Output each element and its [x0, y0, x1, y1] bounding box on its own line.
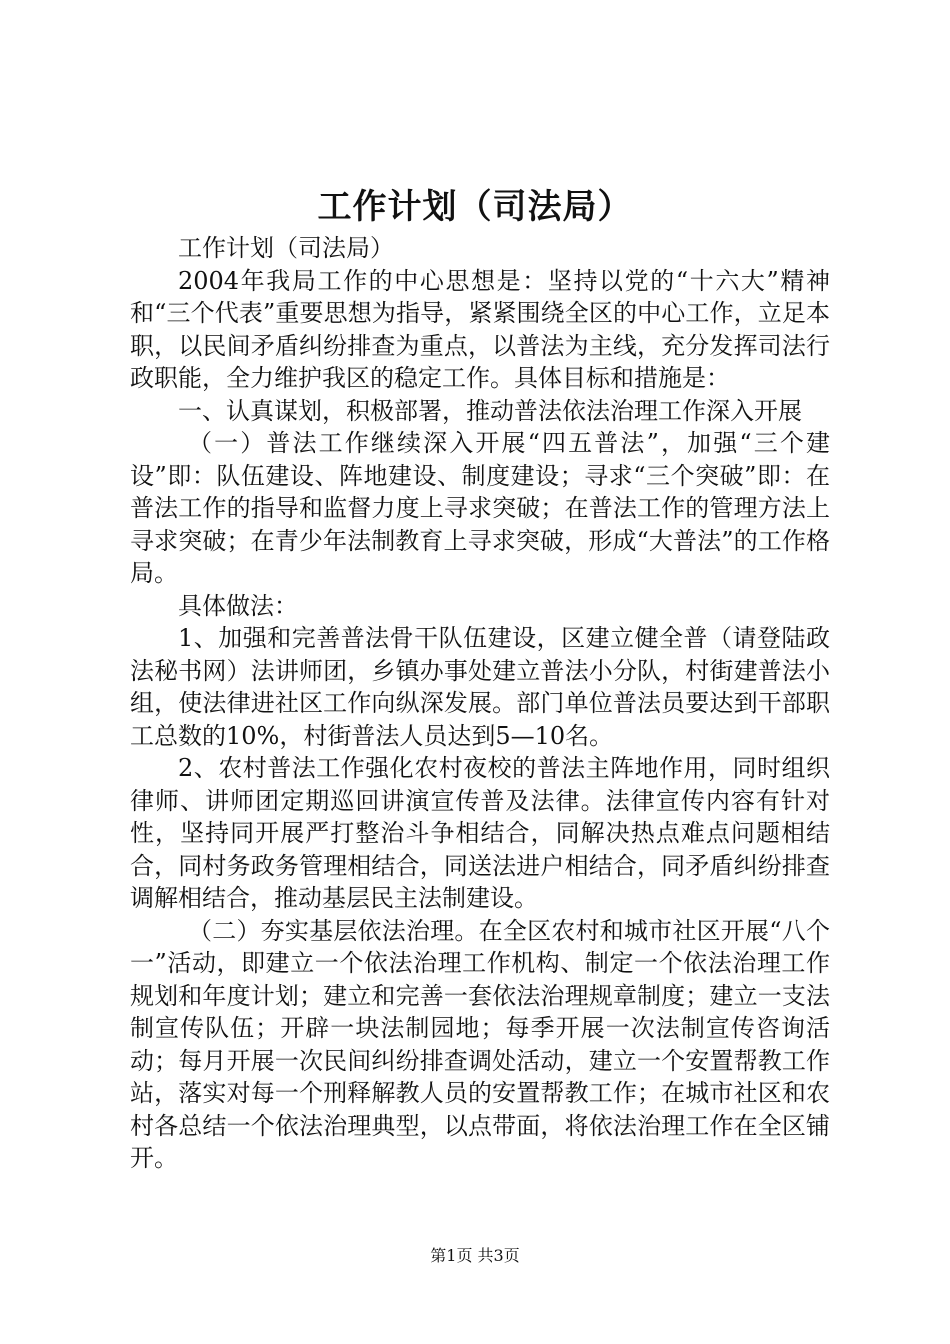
paragraph-section-1: 一、认真谋划，积极部署，推动普法依法治理工作深入开展 [178, 396, 802, 425]
paragraph-methods-label: 具体做法： [178, 591, 298, 620]
paragraph-subsection-2: （二）夯实基层依法治理。在全区农村和城市社区开展“八个一”活动，即建立一个依法治理工作机构、制定一个依法治理工作规划和年度计划；建立和完善一套依法治理规章制度；建立一支法制宣传队伍；开辟一块法制园地；每季开展一次法制宣传咨询活动；每月开展一次民间纠纷排查调处活动，建立一个安置帮教工作站，落实对每一个刑释解教人员的安置帮教工作；在城市社区和农村各总结一个依法治理典型，以点带面，将依法治理工作在全区铺开。 [130, 916, 830, 1172]
page-title: 工作计划（司法局） [317, 187, 633, 227]
paragraph-item-2: 2、农村普法工作强化农村夜校的普法主阵地作用，同时组织律师、讲师团定期巡回讲演宣传普及法律。法律宣传内容有针对性，坚持同开展严打整治斗争相结合，同解决热点难点问题相结合，同村务政务管理相结合，同送法进户相结合，同矛盾纠纷排查调解相结合，推动基层民主法制建设。 [130, 754, 830, 912]
paragraph-intro: 2004年我局工作的中心思想是：坚持以党的“十六大”精神和“三个代表”重要思想为指导，紧紧围绕全区的中心工作，立足本职，以民间矛盾纠纷排查为重点，以普法为主线，充分发挥司法行政职能，全力维护我区的稳定工作。具体目标和措施是： [130, 266, 830, 392]
paragraph-heading: 工作计划（司法局） [178, 234, 394, 262]
page-footer: 第1页 共3页 [430, 1246, 520, 1265]
paragraph-item-1: 1、加强和完善普法骨干队伍建设，区建立健全普（请登陆政法秘书网）法讲师团，乡镇办事处建立普法小分队，村街建普法小组，使法律进社区工作向纵深发展。部门单位普法员要达到干部职工总数的10%，村街普法人员达到5—10名。 [130, 624, 830, 750]
document-body [130, 232, 830, 1175]
paragraph-subsection-1: （一）普法工作继续深入开展“四五普法”，加强“三个建设”即：队伍建设、阵地建设、制度建设；寻求“三个突破”即：在普法工作的指导和监督力度上寻求突破；在普法工作的管理方法上寻求突破；在青少年法制教育上寻求突破，形成“大普法”的工作格局。 [130, 429, 830, 587]
